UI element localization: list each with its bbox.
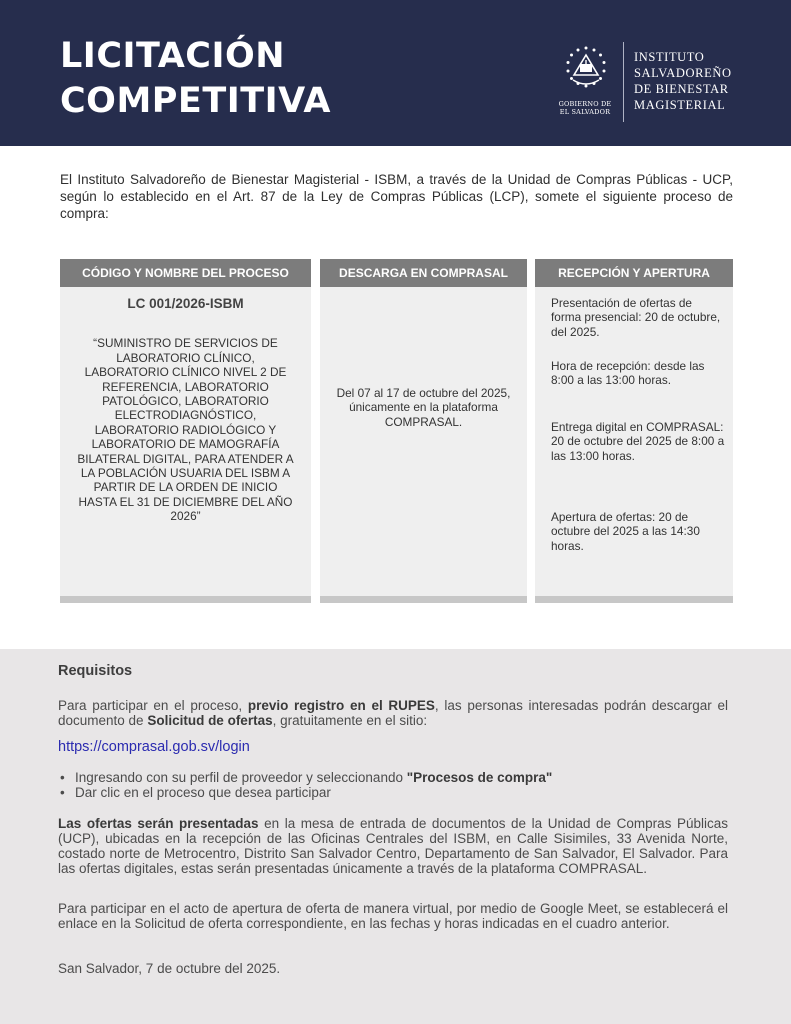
column-footer-bar	[535, 596, 733, 603]
download-column-header: DESCARGA EN COMPRASAL	[320, 259, 527, 287]
list-item: • Ingresando con su perfil de proveedor y seleccionando "Procesos de compra"	[58, 770, 728, 785]
column-footer-bar	[60, 596, 311, 603]
reception-digital: Entrega digital en COMPRASAL: 20 de octubre del 2025 de 8:00 a las 13:00 horas.	[551, 420, 725, 463]
page-title	[60, 34, 331, 124]
reception-presential: Presentación de ofertas de forma presencial: 20 de octubre, del 2025.	[551, 296, 721, 339]
list-item: • Dar clic en el proceso que desea participar	[58, 785, 728, 800]
reception-opening: Apertura de ofertas: 20 de octubre del 2025 a las 14:30 horas.	[551, 510, 700, 553]
process-column	[60, 259, 311, 603]
download-column	[320, 259, 527, 603]
requirements-section	[0, 649, 791, 1024]
logo-divider	[623, 42, 624, 122]
column-footer-bar	[320, 596, 527, 603]
title-line-2: COMPETITIVA	[60, 81, 331, 121]
reception-cell	[535, 287, 733, 596]
reception-hours: Hora de recepción: desde las 8:00 a las 13:00 horas.	[551, 359, 705, 388]
reception-column-header: RECEPCIÓN Y APERTURA	[535, 259, 733, 287]
submission-paragraph: Las ofertas serán presentadas en la mesa de entrada de documentos de la Unidad de Compras Públicas (UCP), ubicadas en la recepción de las Oficinas Centrales del ISBM, en Calle Sisimiles, 33 Avenida Norte, costado norte de Metrocentro, Distrito San Salvador Centro, Departamento de San Salvador, El Salvador. Para las ofertas digitales, estas serán presentadas únicamente a través de la plataforma COMPRASAL.	[58, 816, 728, 876]
title-line-1: LICITACIÓN	[60, 36, 286, 76]
process-code: LC 001/2026-ISBM	[127, 296, 244, 311]
process-name: “SUMINISTRO DE SERVICIOS DE LABORATORIO CLÍNICO, LABORATORIO CLÍNICO NIVEL 2 DE REFERENCIA, LABORATORIO PATOLÓGICO, LABORATORIO ELECTRODIAGNÓSTICO, LABORATORIO RADIOLÓGICO Y LABORATORIO DE MAMOGRAFÍA BILATERAL DIGITAL, PARA ATENDER A LA POBLACIÓN USUARIA DEL ISBM A PARTIR DE LA ORDEN DE INICIO HASTA EL 31 DE DICIEMBRE DEL AÑO 2026”	[77, 336, 294, 524]
download-cell	[320, 287, 527, 596]
intro-paragraph: El Instituto Salvadoreño de Bienestar Magisterial - ISBM, a través de la Unidad de Compras Públicas - UCP, según lo establecido en el Art. 87 de la Ley de Compras Públicas (LCP), somete el siguiente proceso de compra:	[60, 172, 733, 221]
steps-list	[58, 770, 728, 800]
el-salvador-seal-icon	[556, 42, 616, 100]
download-period: Del 07 al 17 de octubre del 2025, únicamente en la plataforma COMPRASAL.	[336, 386, 511, 429]
requirements-paragraph: Para participar en el proceso, previo registro en el RUPES, las personas interesadas podrán descargar el documento de Solicitud de ofertas, gratuitamente en el sitio:	[58, 698, 729, 728]
process-cell	[60, 287, 311, 596]
government-caption: GOBIERNO DE EL SALVADOR	[558, 100, 612, 116]
reception-column	[535, 259, 733, 603]
header-banner	[0, 0, 791, 146]
institution-logo	[552, 40, 742, 122]
process-column-header: CÓDIGO Y NOMBRE DEL PROCESO	[60, 259, 311, 287]
comprasal-login-link[interactable]: https://comprasal.gob.sv/login	[58, 739, 250, 755]
signoff-date: San Salvador, 7 de octubre del 2025.	[58, 961, 281, 976]
institute-name: INSTITUTO SALVADOREÑO DE BIENESTAR MAGISTERIAL	[634, 50, 732, 112]
virtual-opening-paragraph: Para participar en el acto de apertura de oferta de manera virtual, por medio de Google Meet, se establecerá el enlace en la Solicitud de oferta correspondiente, en las fechas y horas indicadas en el cuadro anterior.	[58, 901, 728, 931]
requirements-title: Requisitos	[58, 663, 133, 679]
